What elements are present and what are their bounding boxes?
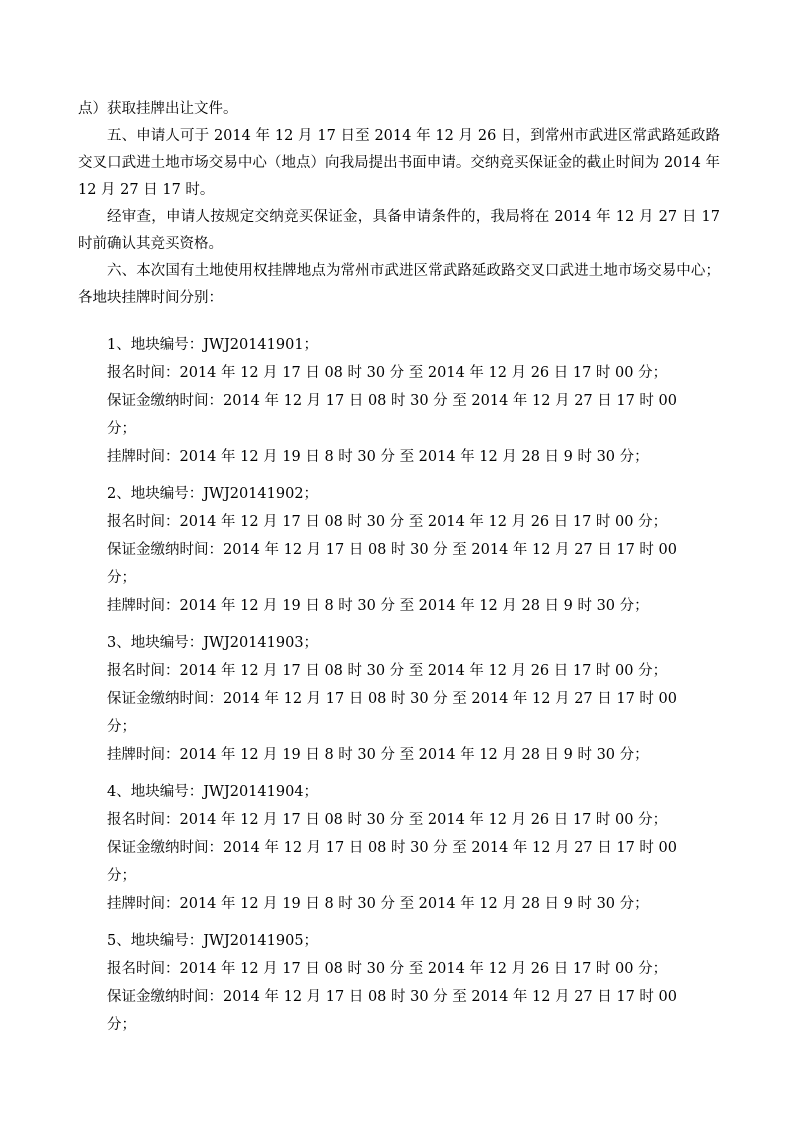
- deposit-time-continued: 分；: [107, 570, 136, 586]
- deposit-time: 保证金缴纳时间：2014 年 12 月 17 日 08 时 30 分 至 2014 年 12 月 27 日 17 时 00: [107, 393, 677, 409]
- deposit-time: 保证金缴纳时间：2014 年 12 月 17 日 08 时 30 分 至 2014 年 12 月 27 日 17 时 00: [107, 542, 677, 558]
- parcel-item: [107, 778, 727, 918]
- parcel-item: [107, 629, 727, 769]
- registration-time: 报名时间：2014 年 12 月 17 日 08 时 30 分 至 2014 年 12 月 26 日 17 时 00 分；: [107, 663, 668, 679]
- registration-time: 报名时间：2014 年 12 月 17 日 08 时 30 分 至 2014 年 12 月 26 日 17 时 00 分；: [107, 365, 668, 381]
- paragraph-qualification-review: 经审查，申请人按规定交纳竞买保证金，具备申请条件的，我局将在 2014 年 12 月 27 日 17 时前确认其竞买资格。: [78, 209, 720, 252]
- deposit-time-continued: 分；: [107, 868, 136, 884]
- paragraph-document-collection: 点）获取挂牌出让文件。: [78, 101, 238, 117]
- deposit-time: 保证金缴纳时间：2014 年 12 月 17 日 08 时 30 分 至 2014 年 12 月 27 日 17 时 00: [107, 989, 677, 1005]
- listing-time: 挂牌时间：2014 年 12 月 19 日 8 时 30 分 至 2014 年 12 月 28 日 9 时 30 分；: [107, 598, 649, 614]
- deposit-time-continued: 分；: [107, 421, 136, 437]
- parcel-item: [107, 480, 727, 620]
- parcel-item: [107, 927, 727, 1039]
- listing-time: 挂牌时间：2014 年 12 月 19 日 8 时 30 分 至 2014 年 12 月 28 日 9 时 30 分；: [107, 449, 649, 465]
- parcel-list: [107, 331, 727, 1048]
- deposit-time: 保证金缴纳时间：2014 年 12 月 17 日 08 时 30 分 至 2014 年 12 月 27 日 17 时 00: [107, 840, 677, 856]
- paragraph-application-period: 五、申请人可于 2014 年 12 月 17 日至 2014 年 12 月 26 日，到常州市武进区常武路延政路交叉口武进土地市场交易中心（地点）向我局提出书面申请。交纳竞买保证金的截止时间为 2014 年 12 月 27 日 17 时。: [78, 128, 720, 198]
- registration-time: 报名时间：2014 年 12 月 17 日 08 时 30 分 至 2014 年 12 月 26 日 17 时 00 分；: [107, 961, 668, 977]
- registration-time: 报名时间：2014 年 12 月 17 日 08 时 30 分 至 2014 年 12 月 26 日 17 时 00 分；: [107, 514, 668, 530]
- parcel-title: 4、地块编号：JWJ20141904；: [107, 784, 319, 800]
- registration-time: 报名时间：2014 年 12 月 17 日 08 时 30 分 至 2014 年 12 月 26 日 17 时 00 分；: [107, 812, 668, 828]
- parcel-title: 3、地块编号：JWJ20141903；: [107, 635, 319, 651]
- deposit-time-continued: 分；: [107, 1017, 136, 1033]
- deposit-time: 保证金缴纳时间：2014 年 12 月 17 日 08 时 30 分 至 2014 年 12 月 27 日 17 时 00: [107, 691, 677, 707]
- deposit-time-continued: 分；: [107, 719, 136, 735]
- listing-time: 挂牌时间：2014 年 12 月 19 日 8 时 30 分 至 2014 年 12 月 28 日 9 时 30 分；: [107, 747, 649, 763]
- paragraph-listing-location: 六、本次国有土地使用权挂牌地点为常州市武进区常武路延政路交叉口武进土地市场交易中心；各地块挂牌时间分别：: [78, 263, 720, 306]
- listing-time: 挂牌时间：2014 年 12 月 19 日 8 时 30 分 至 2014 年 12 月 28 日 9 时 30 分；: [107, 896, 649, 912]
- parcel-title: 5、地块编号：JWJ20141905；: [107, 933, 319, 949]
- parcel-title: 1、地块编号：JWJ20141901；: [107, 337, 319, 353]
- parcel-title: 2、地块编号：JWJ20141902；: [107, 486, 319, 502]
- parcel-item: [107, 331, 727, 471]
